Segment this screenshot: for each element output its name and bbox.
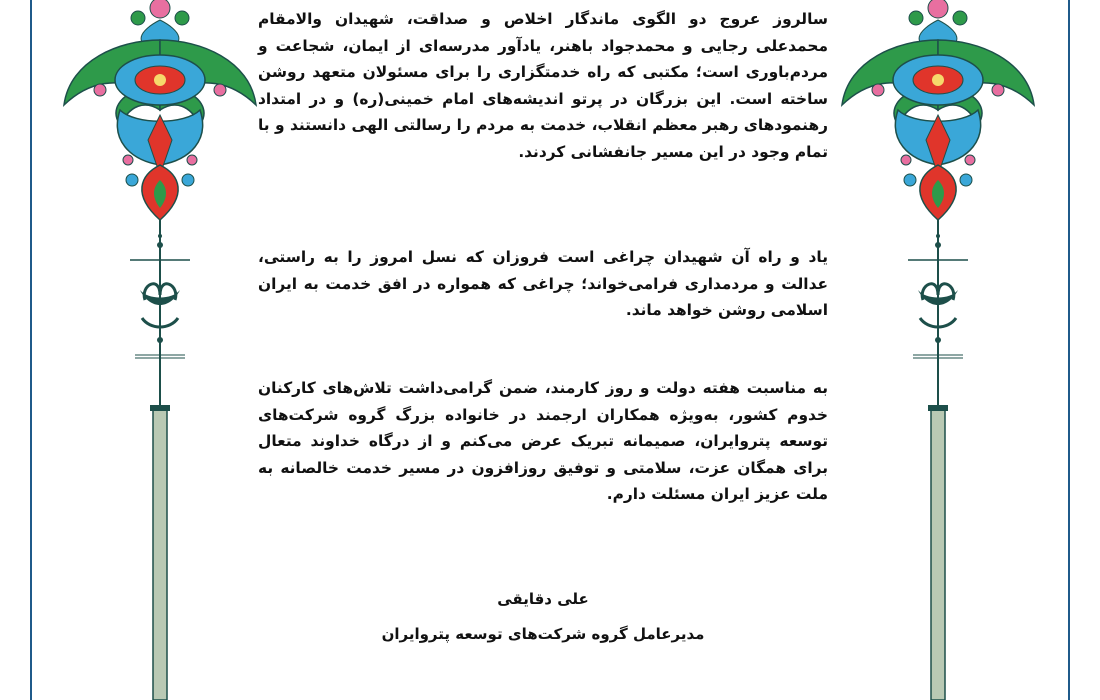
arabesque-pillar-icon bbox=[60, 0, 260, 700]
signature-title: مدیرعامل گروه شرکت‌های توسعه پتروایران bbox=[381, 625, 705, 643]
right-ornament-pillar bbox=[838, 0, 1038, 700]
letter-paragraph-2: یاد و راه آن شهیدان چراغی است فروزان که نسل امروز را به راستی، عدالت و مردمداری فرامی‌خواند؛ چراغی که همواره در افق خدمت به ایران اسلامی روشن خواهد ماند. bbox=[258, 248, 828, 319]
frame-border-right bbox=[1068, 0, 1070, 700]
letter-paragraph-1: سالروز عروج دو الگوی ماندگار اخلاص و صداقت، شهیدان والامقام محمدعلی رجایی و محمدجواد باهنر، یادآور مدرسه‌ای از ایمان، شجاعت و مردم‌باوری است؛ مکتبی که راه خدمتگزاری را برای مسئولان متعهد روشن ساخته است. این بزرگان در پرتو اندیشه‌های امام خمینی(ره) و در امتداد رهنمودهای رهبر معظم انقلاب، خدمت به مردم را رسالتی الهی دانستند و با تمام وجود در این مسیر جانفشانی کردند. bbox=[258, 10, 828, 161]
floral-ornament-icon bbox=[838, 0, 1038, 700]
letter-paragraph-3: به مناسبت هفته دولت و روز کارمند، ضمن گرامی‌داشت تلاش‌های کارکنان خدوم کشور، به‌ویژه همکاران ارجمند در خانواده بزرگ گروه شرکت‌های توسعه پتروایران، صمیمانه تبریک عرض می‌کنم و از درگاه خداوند متعال برای همگان عزت، سلامتی و توفیق روزافزون در مسیر خدمت خالصانه به ملت عزیز ایران مسئلت دارم. bbox=[258, 379, 828, 503]
signature-name: علی دقایقی bbox=[497, 590, 589, 608]
left-ornament-pillar bbox=[60, 0, 260, 700]
frame-border-left bbox=[30, 0, 32, 700]
